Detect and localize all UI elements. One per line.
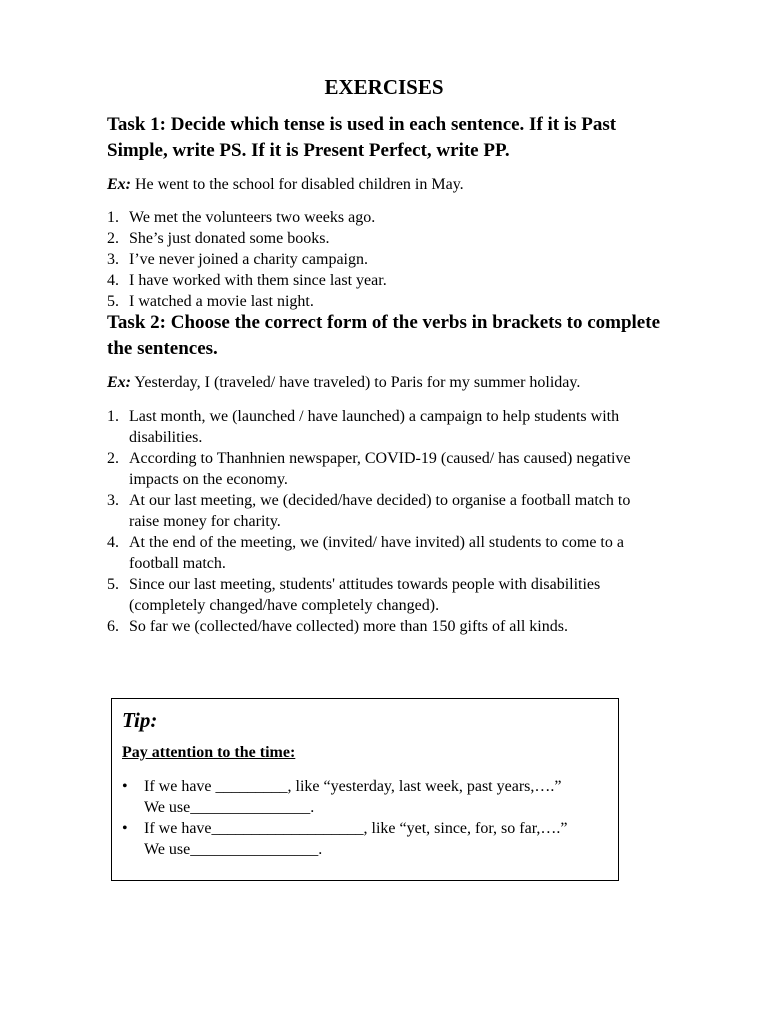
tip-title: Tip: (122, 708, 158, 732)
task2-list (107, 406, 697, 637)
item-number: 1. (107, 408, 119, 425)
tip-text-cont: We use________________. (144, 841, 323, 858)
task1-heading-line1: Task 1: Decide which tense is used in each sentence. If it is Past (107, 114, 617, 135)
task1-example (107, 175, 707, 195)
item-number: 3. (107, 492, 119, 509)
task2-example (107, 373, 707, 393)
list-item (122, 776, 612, 818)
list-item (107, 249, 697, 270)
item-text: I have worked with them since last year. (129, 272, 387, 289)
item-text-cont: disabilities. (129, 429, 203, 446)
task2-example-label: Ex: (107, 374, 131, 391)
task1-heading (107, 112, 707, 164)
item-number: 4. (107, 272, 119, 289)
bullet-icon: • (122, 820, 128, 837)
tip-list (122, 776, 612, 860)
tip-text-cont: We use_______________. (144, 799, 315, 816)
list-item (122, 818, 612, 860)
item-text: We met the volunteers two weeks ago. (129, 209, 376, 226)
item-text: Since our last meeting, students' attitudes towards people with disabilities (129, 576, 601, 593)
bullet-icon: • (122, 778, 128, 795)
item-text: At the end of the meeting, we (invited/ have invited) all students to come to a (129, 534, 624, 551)
item-text: I watched a movie last night. (129, 293, 314, 310)
list-item (107, 406, 697, 448)
list-item (107, 291, 697, 312)
item-text-cont: (completely changed/have completely changed). (129, 597, 440, 614)
item-text: According to Thanhnien newspaper, COVID-19 (caused/ has caused) negative (129, 450, 631, 467)
item-number: 5. (107, 576, 119, 593)
task2-heading-line1: Task 2: Choose the correct form of the verbs in brackets to complete (107, 312, 661, 333)
task1-example-label: Ex: (107, 176, 131, 193)
item-number: 4. (107, 534, 119, 551)
item-number: 2. (107, 230, 119, 247)
list-item (107, 616, 697, 637)
tip-subtitle: Pay attention to the time: (122, 744, 296, 761)
page-title: EXERCISES (324, 75, 444, 99)
item-number: 3. (107, 251, 119, 268)
item-text-cont: raise money for charity. (129, 513, 281, 530)
list-item (107, 228, 697, 249)
item-text: She’s just donated some books. (129, 230, 330, 247)
list-item (107, 490, 697, 532)
list-item (107, 448, 697, 490)
task2-heading-line2: the sentences. (107, 338, 218, 359)
task2-heading (107, 310, 717, 362)
list-item (107, 574, 697, 616)
item-text-cont: impacts on the economy. (129, 471, 288, 488)
tip-box (111, 698, 619, 881)
item-number: 6. (107, 618, 119, 635)
item-text: So far we (collected/have collected) more than 150 gifts of all kinds. (129, 618, 568, 635)
task1-heading-line2: Simple, write PS. If it is Present Perfect, write PP. (107, 140, 510, 161)
task1-example-text: He went to the school for disabled children in May. (131, 176, 464, 193)
item-text: I’ve never joined a charity campaign. (129, 251, 368, 268)
task2-example-text: Yesterday, I (traveled/ have traveled) to Paris for my summer holiday. (131, 374, 581, 391)
item-number: 1. (107, 209, 119, 226)
list-item (107, 270, 697, 291)
tip-text: If we have___________________, like “yet, since, for, so far,….” (144, 820, 568, 837)
list-item (107, 532, 697, 574)
item-text: At our last meeting, we (decided/have decided) to organise a football match to (129, 492, 631, 509)
item-number: 5. (107, 293, 119, 310)
item-number: 2. (107, 450, 119, 467)
item-text-cont: football match. (129, 555, 226, 572)
list-item (107, 207, 697, 228)
tip-text: If we have _________, like “yesterday, last week, past years,….” (144, 778, 562, 795)
item-text: Last month, we (launched / have launched) a campaign to help students with (129, 408, 620, 425)
task1-list (107, 207, 697, 312)
